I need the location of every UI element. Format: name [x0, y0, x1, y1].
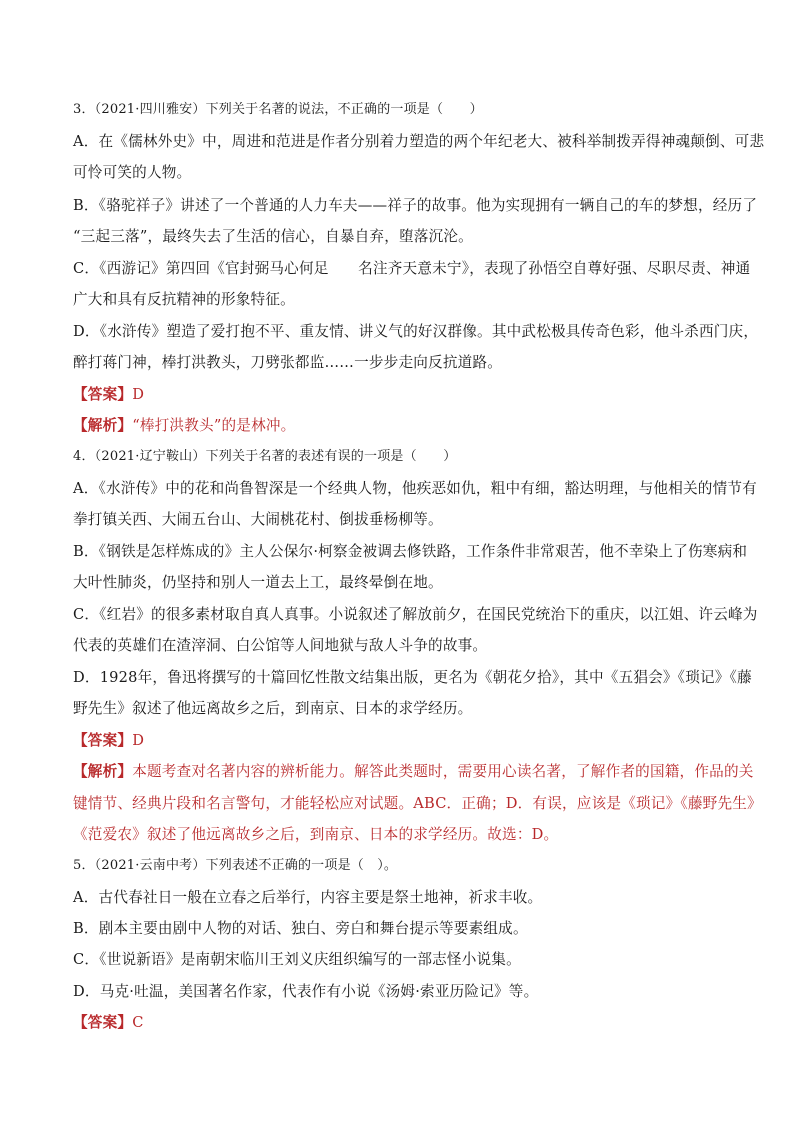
question-4-explanation-cont-1: 键情节、经典片段和名言警句，才能轻松应对试题。ABC．正确；D．有误，应该是《琐记》《藤野先生》: [73, 795, 762, 812]
question-5-option-d: D．马克·吐温，美国著名作家，代表作有小说《汤姆·索亚历险记》等。: [73, 983, 539, 1000]
answer-label: 【答案】: [73, 1014, 133, 1031]
answer-label: 【答案】: [73, 386, 133, 403]
question-5-answer: [73, 1013, 733, 1033]
explanation-text: “棒打洪教头”的是林冲。: [132, 417, 296, 434]
question-5-stem: 5．（2021·云南中考）下列表述不正确的一项是（ ）。: [73, 858, 398, 873]
question-4-option-d-cont: 野先生》叙述了他远离故乡之后，到南京、日本的求学经历。: [73, 700, 473, 717]
explanation-label: 【解析】: [73, 417, 133, 434]
question-3-answer: [73, 385, 733, 405]
question-3-option-c: C．《西游记》第四回《官封弼马心何足 名注齐天意未宁》，表现了孙悟空自尊好强、尽职尽责、神通: [73, 260, 751, 277]
question-3-stem: 3．（2021·四川雅安）下列关于名著的说法，不正确的一项是（ ）: [73, 102, 483, 117]
question-4-option-b-cont: 大叶性肺炎，仍坚持和别人一道去上工，最终晕倒在地。: [73, 574, 443, 591]
question-5-option-a: A．古代春社日一般在立春之后举行，内容主要是祭土地神，祈求丰收。: [73, 889, 543, 906]
question-4-option-c: C．《红岩》的很多素材取自真人真事。小说叙述了解放前夕，在国民党统治下的重庆，以江姐、许云峰为: [73, 606, 758, 623]
answer-value: C: [132, 1014, 144, 1031]
question-3-option-b-cont: “三起三落”，最终失去了生活的信心，自暴自弃，堕落沉沦。: [73, 228, 473, 245]
explanation-text: 本题考查对名著内容的辨析能力。解答此类题时，需要用心读名著，了解作者的国籍，作品的关: [132, 763, 754, 780]
question-3-option-d: D．《水浒传》塑造了爱打抱不平、重友情、讲义气的好汉群像。其中武松极具传奇色彩，他斗杀西门庆，: [73, 323, 759, 340]
explanation-label: 【解析】: [73, 763, 133, 780]
question-4-option-a-cont: 拳打镇关西、大闹五台山、大闹桃花村、倒拔垂杨柳等。: [73, 511, 443, 528]
question-4-option-a: A．《水浒传》中的花和尚鲁智深是一个经典人物，他疾恶如仇，粗中有细，豁达明理，与他相关的情节有: [73, 480, 757, 497]
question-4-option-d: D．1928年，鲁迅将撰写的十篇回忆性散文结集出版，更名为《朝花夕拾》，其中《五猖会》《琐记》《藤: [73, 669, 752, 686]
question-3-option-b: B．《骆驼祥子》讲述了一个普通的人力车夫——祥子的故事。他为实现拥有一辆自己的车的梦想，经历了: [73, 197, 758, 214]
question-3-explanation: [73, 416, 733, 436]
question-4-option-b: B．《钢铁是怎样炼成的》主人公保尔·柯察金被调去修铁路，工作条件非常艰苦，他不幸染上了伤寒病和: [73, 543, 748, 560]
question-3-option-d-cont: 醉打蒋门神，棒打洪教头，刀劈张都监……一步步走向反抗道路。: [73, 354, 503, 371]
answer-label: 【答案】: [73, 732, 133, 749]
question-5-option-b: B．剧本主要由剧中人物的对话、独白、旁白和舞台提示等要素组成。: [73, 920, 528, 937]
question-4-option-c-cont: 代表的英雄们在渣滓洞、白公馆等人间地狱与敌人斗争的故事。: [73, 637, 488, 654]
question-4-stem: 4．（2021·辽宁鞍山）下列关于名著的表述有误的一项是（ ）: [73, 449, 457, 464]
answer-value: D: [132, 386, 145, 403]
question-4-answer: [73, 731, 733, 751]
question-4-explanation: [73, 762, 754, 782]
question-3-option-a: A．在《儒林外史》中，周进和范进是作者分别着力塑造的两个年纪老大、被科举制拨弄得神魂颠倒、可悲: [73, 133, 765, 150]
question-4-explanation-cont-2: 《范爱农》叙述了他远离故乡之后，到南京、日本的求学经历。故选：D。: [73, 826, 559, 843]
question-5-option-c: C．《世说新语》是南朝宋临川王刘义庆组织编写的一部志怪小说集。: [73, 951, 521, 968]
answer-value: D: [132, 732, 145, 749]
question-3-option-a-cont: 可怜可笑的人物。: [73, 164, 192, 181]
question-3-option-c-cont: 广大和具有反抗精神的形象特征。: [73, 291, 295, 308]
